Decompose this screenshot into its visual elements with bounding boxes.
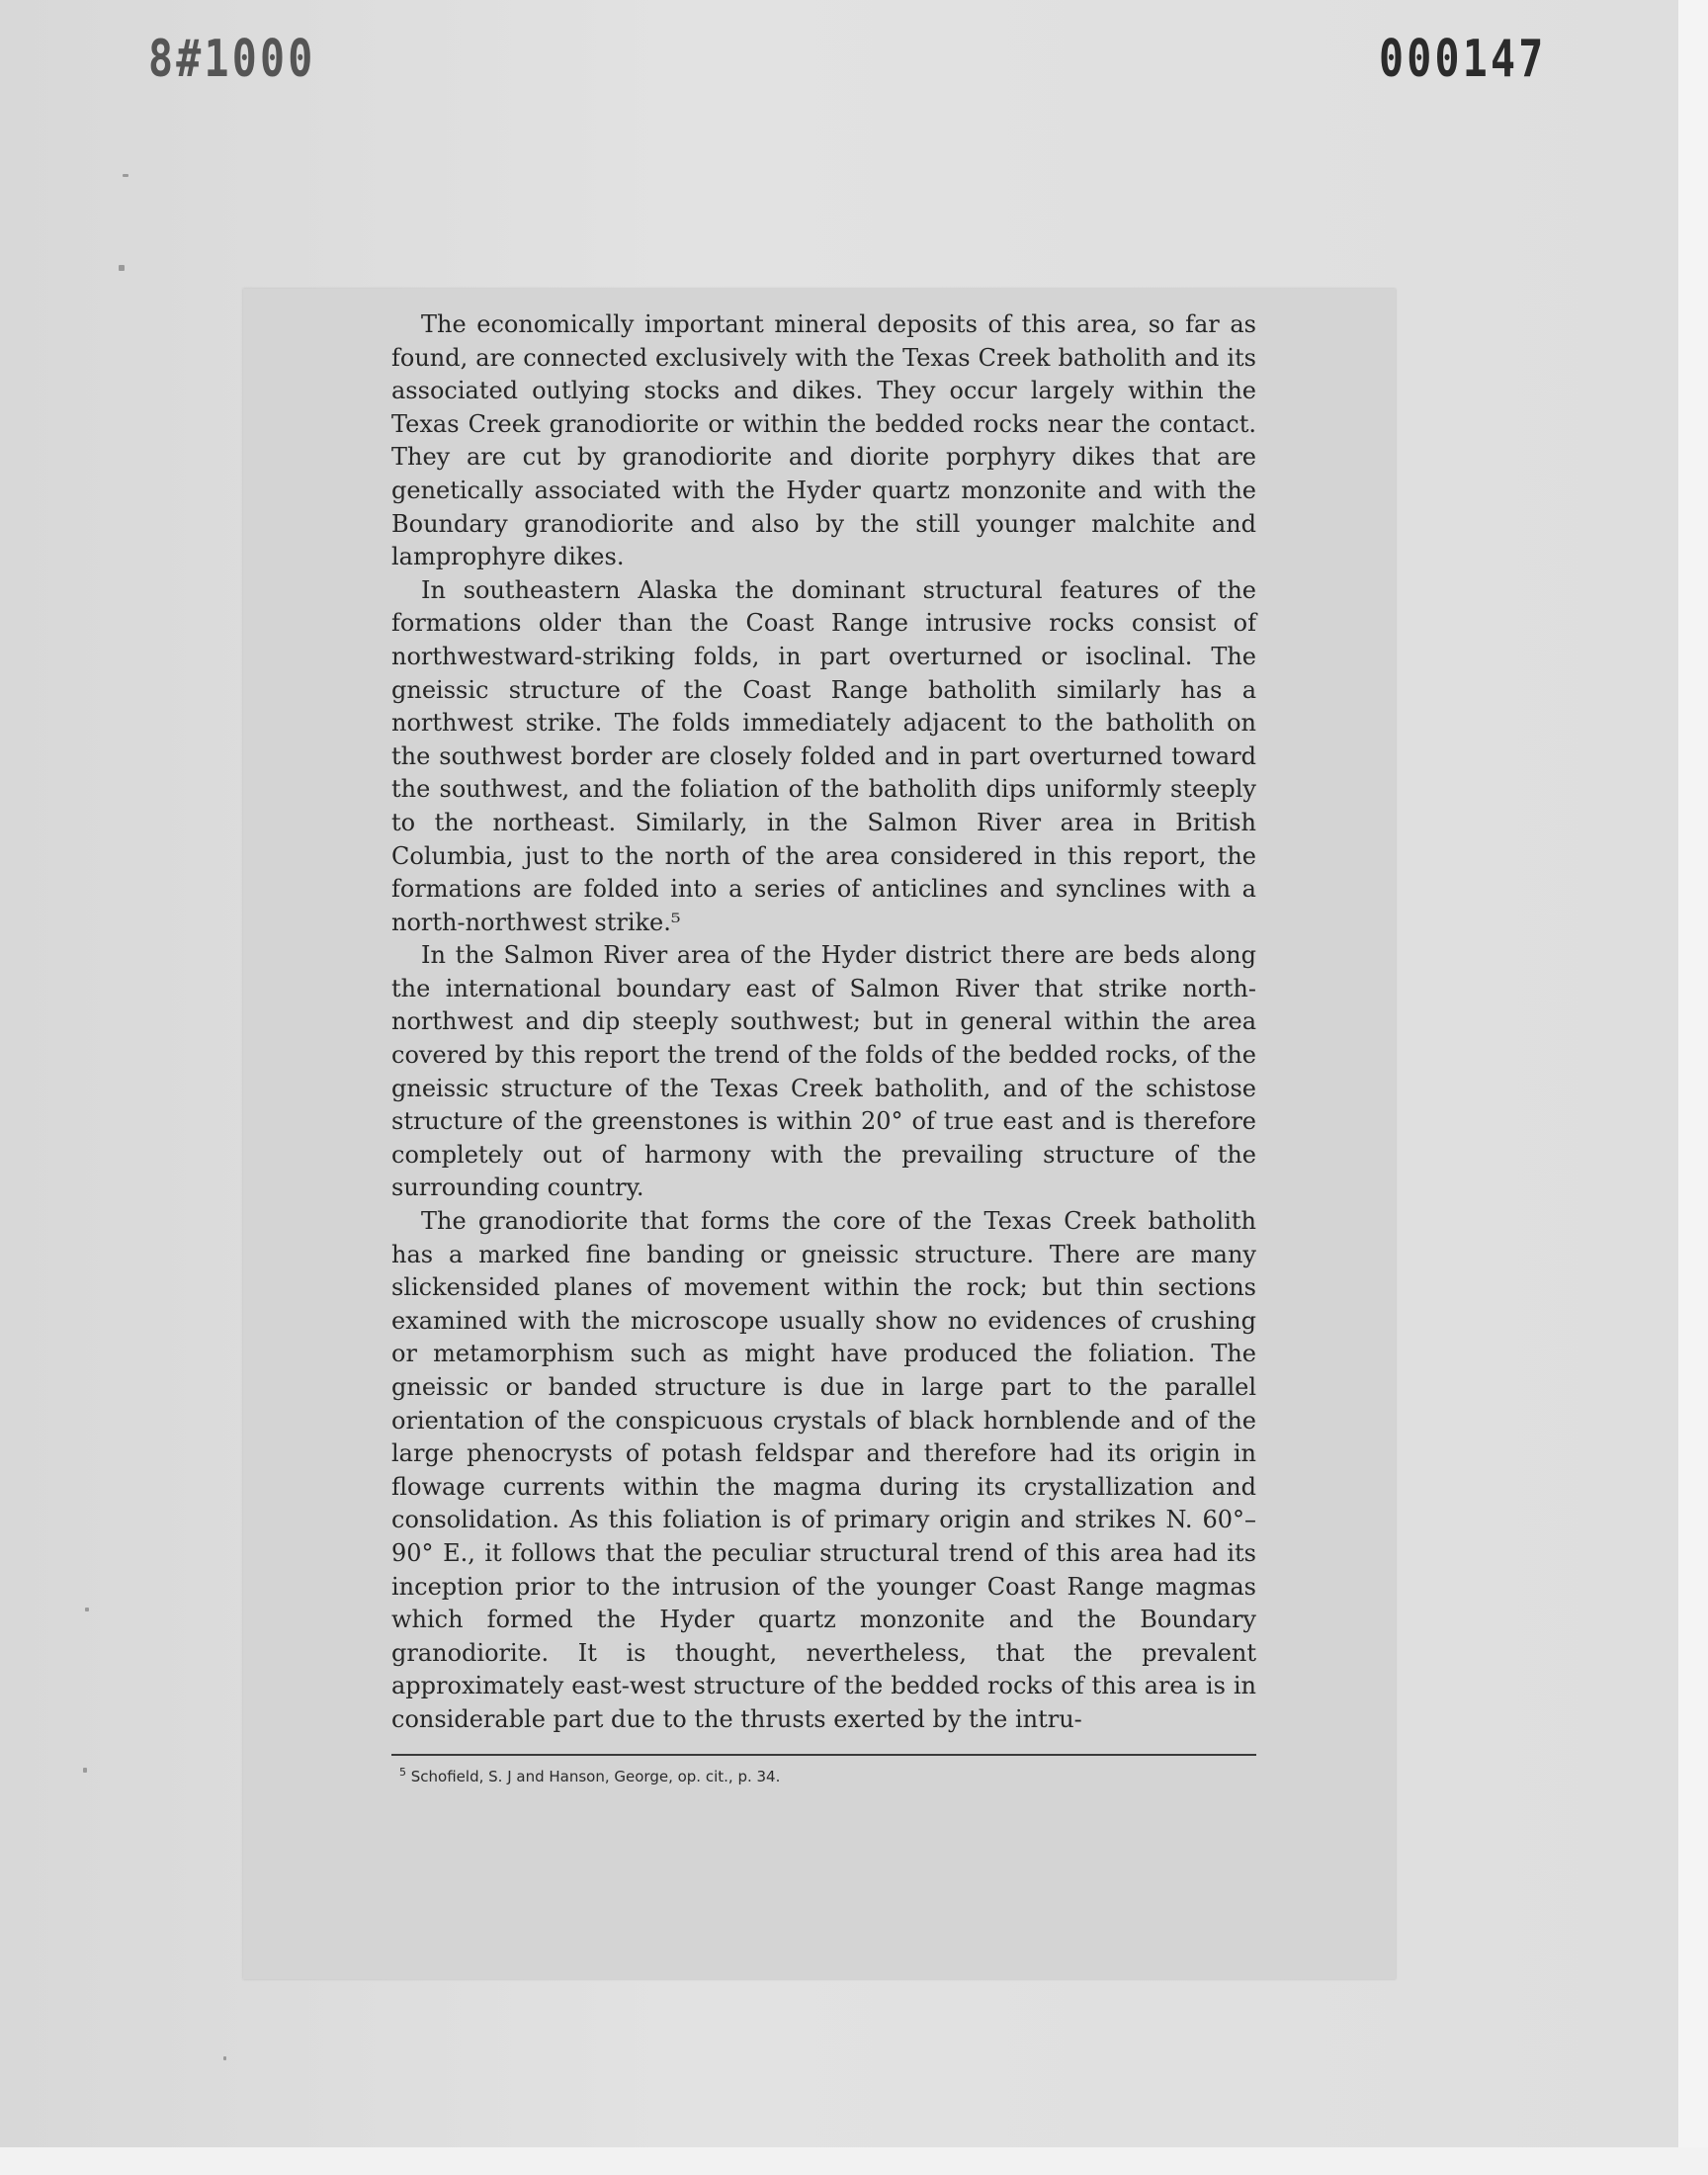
stamp-number-left: 8#1000 — [148, 30, 316, 89]
scan-edge-bottom — [0, 2147, 1708, 2175]
scan-speck — [123, 174, 128, 177]
paragraph-4: The granodiorite that forms the core of the Texas Creek batholith has a marked fine banding or gneissic structure. There are many slickensided planes of movement within the rock; but thin sections examined with the microscope usually show no evidences of crushing or metamorphism such as might have produced the foliation. The gneissic or banded structure is due in large part to the parallel orientation of the conspicuous crystals of black hornblende and of the large phenocrysts of potash feldspar and therefore had its origin in flowage currents within the magma during its crystallization and consolidation. As this foliation is of primary origin and strikes N. 60°–90° E., it follows that the peculiar structural trend of this area had its inception prior to the intrusion of the younger Coast Range magmas which formed the Hyder quartz monzonite and the Boundary granodiorite. It is thought, nevertheless, that the prevalent approximately east-west structure of the bedded rocks of this area is in considerable part due to the thrusts exerted by the intru- — [391, 1207, 1256, 1733]
scan-speck — [83, 1768, 87, 1773]
paragraph-1: The economically important mineral deposits of this area, so far as found, are connected exclusively with the Texas Creek batholith and its associated outlying stocks and dikes. They occur largely within the Texas Creek granodiorite or within the bedded rocks near the contact. They are cut by granodiorite and diorite porphyry dikes that are genetically associated with the Hyder quartz monzonite and with the Boundary granodiorite and also by the still younger malchite and lamprophyre dikes. — [391, 310, 1256, 571]
footnote-divider — [391, 1754, 1256, 1756]
footnote-mark: 5 — [399, 1766, 406, 1779]
stamp-number-right: 000147 — [1379, 30, 1547, 89]
scan-edge-right — [1678, 0, 1708, 2175]
scan-speck — [223, 2056, 226, 2060]
paragraph-3: In the Salmon River area of the Hyder district there are beds along the international boundary east of Salmon River that strike north-northwest and dip steeply southwest; but in general within the area covered by this report the trend of the folds of the bedded rocks, of the gneissic structure of the Texas Creek batholith, and of the schistose structure of the greenstones is within 20° of true east and is therefore completely out of harmony with the prevailing structure of the surrounding country. — [391, 941, 1256, 1202]
paragraph-2: In southeastern Alaska the dominant structural features of the formations older than the Coast Range intrusive rocks consist of northwestward-striking folds, in part overturned or isoclinal. The gneissic structure of the Coast Range batholith similarly has a northwest strike. The folds immediately adjacent to the batholith on the southwest border are closely folded and in part overturned toward the southwest, and the foliation of the batholith dips uniformly steeply to the northeast. Similarly, in the Salmon River area in British Columbia, just to the north of the area considered in this report, the formations are folded into a series of anticlines and synclines with a north-northwest strike.⁵ — [391, 575, 1256, 936]
scan-speck — [119, 265, 125, 271]
scan-speck — [85, 1608, 89, 1611]
body-text — [391, 308, 1256, 1737]
footnote — [399, 1766, 1249, 1785]
footnote-text: Schofield, S. J and Hanson, George, op. cit., p. 34. — [410, 1768, 781, 1785]
